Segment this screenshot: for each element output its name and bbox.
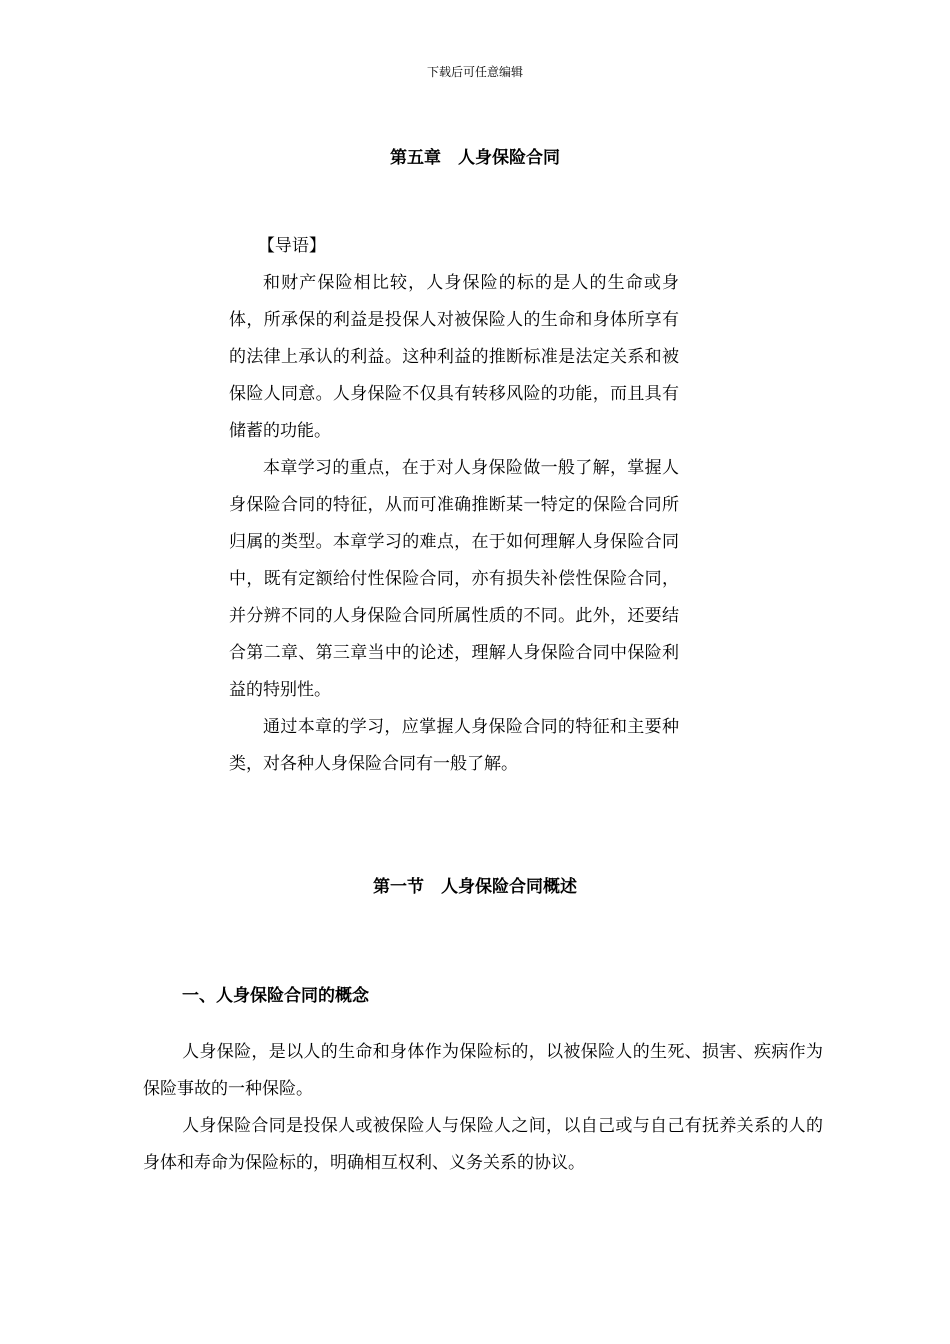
chapter-title: 第五章 人身保险合同 [390,148,560,168]
intro-label: 【导语】 [257,236,326,256]
section-title: 第一节 人身保险合同概述 [373,877,577,897]
intro-paragraph: 和财产保险相比较，人身保险的标的是人的生命或身体，所承保的利益是投保人对被保险人的生命和身体所享有的法律上承认的利益。这种利益的推断标准是法定关系和被保险人同意。人身保险不仅具有转移风险的功能，而且具有储蓄的功能。 [229,273,679,441]
body-paragraph: 人身保险合同是投保人或被保险人与保险人之间，以自己或与自己有抚养关系的人的身体和寿命为保险标的，明确相互权利、义务关系的协议。 [143,1116,823,1173]
body-section [143,1034,823,1182]
intro-paragraph: 本章学习的重点，在于对人身保险做一般了解，掌握人身保险合同的特征，从而可准确推断某一特定的保险合同所归属的类型。本章学习的难点，在于如何理解人身保险合同中，既有定额给付性保险合同，亦有损失补偿性保险合同，并分辨不同的人身保险合同所属性质的不同。此外，还要结合第二章、第三章当中的论述，理解人身保险合同中保险利益的特别性。 [229,458,679,700]
body-paragraph: 人身保险，是以人的生命和身体作为保险标的，以被保险人的生死、损害、疾病作为保险事故的一种保险。 [143,1042,823,1099]
header-note: 下载后可任意编辑 [426,65,523,79]
intro-paragraph: 通过本章的学习，应掌握人身保险合同的特征和主要种类，对各种人身保险合同有一般了解。 [229,717,679,774]
subsection-title: 一、人身保险合同的概念 [182,986,369,1006]
intro-section [229,228,679,783]
